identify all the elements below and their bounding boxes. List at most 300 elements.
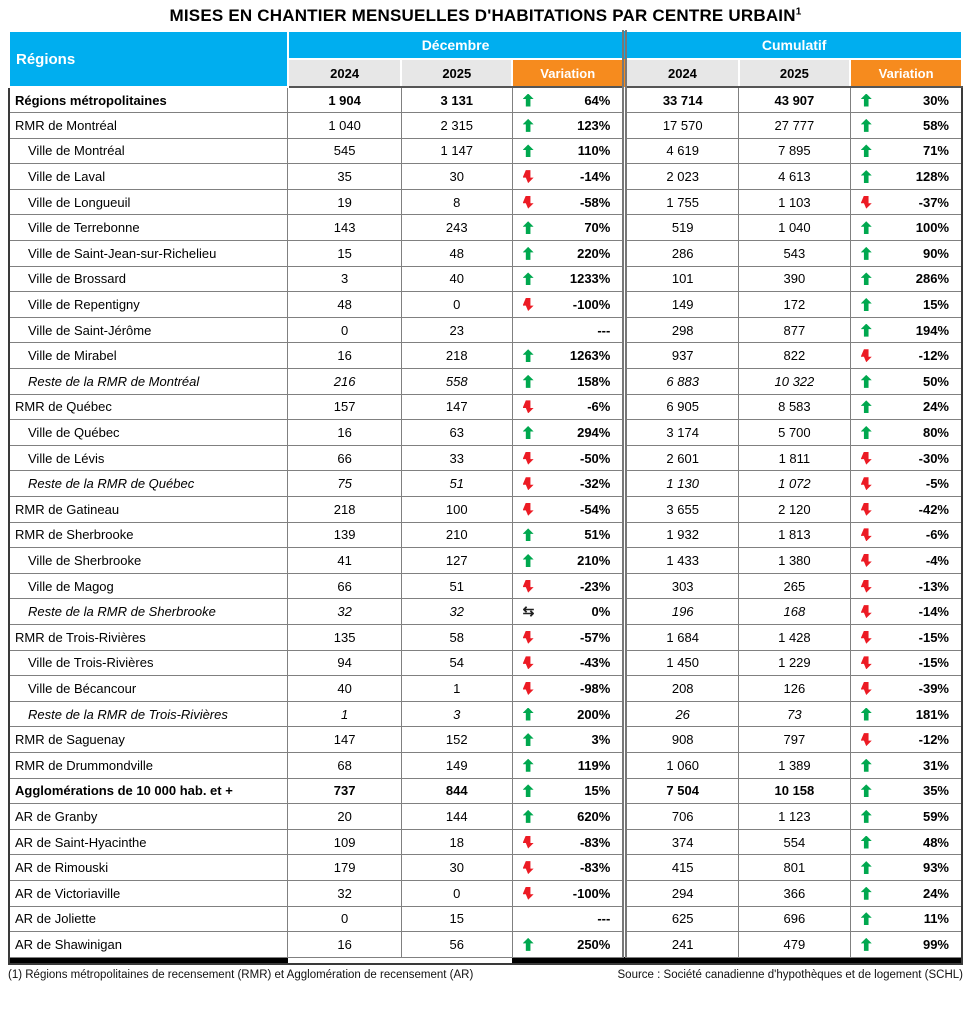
arrow-down-icon <box>523 400 534 413</box>
cum-2025-cell: 696 <box>739 906 851 932</box>
arrow-down-icon <box>523 298 534 311</box>
dec-variation-cell <box>512 932 625 958</box>
dec-variation-cell <box>512 317 625 343</box>
dec-variation-cell <box>512 829 625 855</box>
table-row <box>9 804 962 830</box>
dec-variation-cell <box>512 880 625 906</box>
arrow-down-icon <box>861 503 872 516</box>
arrow-up-icon <box>523 759 534 772</box>
cum-variation-cell <box>850 880 962 906</box>
dec-variation-cell <box>512 164 625 190</box>
dec-2025-cell: 40 <box>401 266 512 292</box>
cum-variation-value: 24% <box>922 399 949 415</box>
cum-variation-cell <box>850 650 962 676</box>
arrow-down-icon <box>523 631 534 644</box>
arrow-up-icon <box>523 426 534 439</box>
arrow-up-icon <box>861 708 872 721</box>
cum-variation-value: 15% <box>922 297 949 313</box>
cum-variation-cell <box>850 548 962 574</box>
cum-2025-cell: 1 428 <box>739 624 851 650</box>
cum-2025-cell: 877 <box>739 317 851 343</box>
cum-variation-header: Variation <box>850 59 962 87</box>
table-row <box>9 548 962 574</box>
cum-2025-cell: 168 <box>739 599 851 625</box>
table-row <box>9 727 962 753</box>
dec-2024-cell: 545 <box>288 138 402 164</box>
region-cell: Régions métropolitaines <box>9 87 288 113</box>
arrow-up-icon <box>861 247 872 260</box>
table-row <box>9 599 962 625</box>
dec-variation-value: -58% <box>579 194 611 210</box>
cum-variation-cell <box>850 855 962 881</box>
cum-2024-cell: 3 655 <box>625 497 739 523</box>
region-cell: AR de Joliette <box>9 906 288 932</box>
cum-2025-cell: 4 613 <box>739 164 851 190</box>
dec-variation-cell <box>512 855 625 881</box>
title-superscript: 1 <box>795 6 802 18</box>
cum-variation-value: 48% <box>922 834 949 850</box>
bottom-bar-segment <box>739 957 851 964</box>
dec-2024-cell: 41 <box>288 548 402 574</box>
cum-2025-cell: 1 040 <box>739 215 851 241</box>
cum-variation-cell <box>850 778 962 804</box>
dec-2025-cell: 243 <box>401 215 512 241</box>
dec-2024-cell: 143 <box>288 215 402 241</box>
dec-variation-cell <box>512 241 625 267</box>
dec-2025-cell: 2 315 <box>401 113 512 139</box>
dec-variation-cell <box>512 215 625 241</box>
dec-2024-cell: 218 <box>288 497 402 523</box>
dec-variation-value: -83% <box>579 834 611 850</box>
cum-2025-cell: 1 380 <box>739 548 851 574</box>
dec-2024-cell: 94 <box>288 650 402 676</box>
dec-variation-value: -100% <box>572 885 611 901</box>
arrow-up-icon <box>523 733 534 746</box>
cum-2025-cell: 1 813 <box>739 522 851 548</box>
dec-2024-cell: 0 <box>288 317 402 343</box>
cum-2025-cell: 7 895 <box>739 138 851 164</box>
dec-2024-cell: 35 <box>288 164 402 190</box>
arrow-down-icon <box>861 580 872 593</box>
page-title <box>0 0 971 26</box>
arrow-down-icon <box>861 349 872 362</box>
cum-variation-value: 30% <box>922 92 949 108</box>
cum-variation-cell <box>850 727 962 753</box>
dec-2025-cell: 218 <box>401 343 512 369</box>
dec-2025-cell: 0 <box>401 880 512 906</box>
arrow-down-icon <box>523 861 534 874</box>
cum-variation-cell <box>850 906 962 932</box>
arrow-up-icon <box>523 247 534 260</box>
arrow-up-icon <box>523 810 534 823</box>
arrow-up-icon <box>861 810 872 823</box>
dec-variation-cell <box>512 292 625 318</box>
dec-2025-cell: 127 <box>401 548 512 574</box>
cum-variation-cell <box>850 701 962 727</box>
region-cell: AR de Shawinigan <box>9 932 288 958</box>
dec-2024-cell: 0 <box>288 906 402 932</box>
dec-2024-cell: 75 <box>288 471 402 497</box>
dec-2024-cell: 16 <box>288 343 402 369</box>
table-bottom-bar <box>9 957 962 964</box>
dec-variation-value: 123% <box>577 117 611 133</box>
cum-variation-cell <box>850 87 962 113</box>
cum-variation-value: 194% <box>915 322 949 338</box>
cum-2024-cell: 2 023 <box>625 164 739 190</box>
region-cell: AR de Rimouski <box>9 855 288 881</box>
cum-variation-cell <box>850 138 962 164</box>
arrow-down-icon <box>861 733 872 746</box>
arrow-down-icon <box>523 887 534 900</box>
dec-variation-value: 0% <box>591 604 611 620</box>
dec-variation-cell <box>512 548 625 574</box>
region-cell: Ville de Sherbrooke <box>9 548 288 574</box>
table-row <box>9 778 962 804</box>
cum-2025-cell: 366 <box>739 880 851 906</box>
cum-2024-cell: 3 174 <box>625 420 739 446</box>
dec-variation-value: 64% <box>584 92 611 108</box>
cum-2024-cell: 1 060 <box>625 752 739 778</box>
cum-variation-value: 71% <box>922 143 949 159</box>
region-cell: Ville de Montréal <box>9 138 288 164</box>
dec-variation-cell <box>512 573 625 599</box>
arrow-down-icon <box>861 605 872 618</box>
december-group-header: Décembre <box>288 31 625 59</box>
arrow-up-icon <box>861 94 872 107</box>
arrow-up-icon <box>861 784 872 797</box>
cum-variation-cell <box>850 241 962 267</box>
cum-variation-cell <box>850 932 962 958</box>
arrow-up-icon <box>523 94 534 107</box>
dec-variation-cell <box>512 650 625 676</box>
region-cell: Ville de Magog <box>9 573 288 599</box>
region-cell: AR de Saint-Hyacinthe <box>9 829 288 855</box>
cum-variation-cell <box>850 164 962 190</box>
table-row <box>9 676 962 702</box>
dec-variation-cell <box>512 701 625 727</box>
dec-variation-value: 200% <box>577 706 611 722</box>
cum-2025-cell: 543 <box>739 241 851 267</box>
dec-variation-cell <box>512 599 625 625</box>
dec-variation-cell <box>512 497 625 523</box>
dec-2024-cell: 1 040 <box>288 113 402 139</box>
dec-2025-cell: 210 <box>401 522 512 548</box>
dec-2024-cell: 32 <box>288 599 402 625</box>
arrow-down-icon <box>523 477 534 490</box>
cum-variation-value: 50% <box>922 373 949 389</box>
dec-variation-value: 1263% <box>569 348 611 364</box>
arrow-up-icon <box>523 784 534 797</box>
table-row <box>9 241 962 267</box>
arrow-down-icon <box>861 452 872 465</box>
cum-variation-value: -15% <box>918 629 949 645</box>
dec-2024-cell: 66 <box>288 573 402 599</box>
dec-variation-cell <box>512 752 625 778</box>
cum-variation-cell <box>850 676 962 702</box>
dec-2025-cell: 152 <box>401 727 512 753</box>
dec-variation-cell <box>512 343 625 369</box>
cum-2025-cell: 5 700 <box>739 420 851 446</box>
region-cell: Ville de Mirabel <box>9 343 288 369</box>
cum-variation-value: -12% <box>918 348 949 364</box>
cum-variation-value: -39% <box>918 680 949 696</box>
dec-2024-cell: 32 <box>288 880 402 906</box>
cum-2024-cell: 6 905 <box>625 394 739 420</box>
region-cell: RMR de Montréal <box>9 113 288 139</box>
bottom-bar-segment <box>288 957 402 964</box>
dec-2025-cell: 54 <box>401 650 512 676</box>
table-row <box>9 880 962 906</box>
cum-2025-header: 2025 <box>739 59 851 87</box>
bottom-bar-segment <box>850 957 962 964</box>
region-cell: Ville de Saint-Jean-sur-Richelieu <box>9 241 288 267</box>
cum-2025-cell: 126 <box>739 676 851 702</box>
dec-variation-value: 3% <box>591 732 611 748</box>
dec-variation-value: 210% <box>577 552 611 568</box>
table-row <box>9 420 962 446</box>
arrow-up-icon <box>523 144 534 157</box>
cum-2025-cell: 390 <box>739 266 851 292</box>
cum-2024-cell: 415 <box>625 855 739 881</box>
cum-2025-cell: 1 811 <box>739 445 851 471</box>
cum-variation-cell <box>850 266 962 292</box>
cum-variation-cell <box>850 497 962 523</box>
cum-2024-cell: 937 <box>625 343 739 369</box>
arrow-up-icon <box>861 938 872 951</box>
cum-2024-cell: 286 <box>625 241 739 267</box>
cum-2024-cell: 1 684 <box>625 624 739 650</box>
dec-2025-cell: 0 <box>401 292 512 318</box>
table-row <box>9 369 962 395</box>
table-row <box>9 215 962 241</box>
region-cell: AR de Victoriaville <box>9 880 288 906</box>
arrow-down-icon <box>861 477 872 490</box>
cum-2024-cell: 294 <box>625 880 739 906</box>
cum-2024-cell: 1 932 <box>625 522 739 548</box>
dec-2025-cell: 63 <box>401 420 512 446</box>
cum-2024-cell: 241 <box>625 932 739 958</box>
dec-2025-cell: 18 <box>401 829 512 855</box>
region-cell: Ville de Longueuil <box>9 189 288 215</box>
dec-variation-cell <box>512 445 625 471</box>
dec-2024-cell: 3 <box>288 266 402 292</box>
cum-variation-value: 128% <box>915 169 949 185</box>
region-cell: AR de Granby <box>9 804 288 830</box>
table-row <box>9 829 962 855</box>
dec-2024-cell: 16 <box>288 932 402 958</box>
cum-variation-cell <box>850 752 962 778</box>
cum-2024-cell: 101 <box>625 266 739 292</box>
cum-variation-cell <box>850 420 962 446</box>
arrow-down-icon <box>861 656 872 669</box>
region-cell: Ville de Lévis <box>9 445 288 471</box>
cum-variation-cell <box>850 394 962 420</box>
dec-2024-cell: 147 <box>288 727 402 753</box>
arrow-up-icon <box>861 887 872 900</box>
table-row <box>9 87 962 113</box>
dec-2024-cell: 1 <box>288 701 402 727</box>
table-row <box>9 164 962 190</box>
dec-variation-value: -6% <box>587 399 611 415</box>
dec-2025-cell: 144 <box>401 804 512 830</box>
arrow-down-icon <box>861 554 872 567</box>
table-row <box>9 624 962 650</box>
arrow-up-icon <box>523 375 534 388</box>
cum-2025-cell: 1 229 <box>739 650 851 676</box>
dec-variation-value: 294% <box>577 425 611 441</box>
region-cell: Ville de Québec <box>9 420 288 446</box>
region-cell: Ville de Terrebonne <box>9 215 288 241</box>
source-note: Source : Société canadienne d'hypothèques et de logement (SCHL) <box>617 969 963 982</box>
region-cell: Ville de Saint-Jérôme <box>9 317 288 343</box>
cum-variation-cell <box>850 113 962 139</box>
dec-variation-header: Variation <box>512 59 625 87</box>
dec-variation-cell <box>512 189 625 215</box>
cum-2024-cell: 4 619 <box>625 138 739 164</box>
dec-2025-cell: 15 <box>401 906 512 932</box>
cum-2025-cell: 479 <box>739 932 851 958</box>
table-row <box>9 855 962 881</box>
cum-2024-cell: 374 <box>625 829 739 855</box>
dec-variation-cell <box>512 471 625 497</box>
dec-variation-value: 220% <box>577 245 611 261</box>
dec-2024-header: 2024 <box>288 59 402 87</box>
dec-2025-cell: 51 <box>401 471 512 497</box>
cum-2024-cell: 7 504 <box>625 778 739 804</box>
arrow-up-icon <box>523 708 534 721</box>
cum-2025-cell: 27 777 <box>739 113 851 139</box>
table-row <box>9 701 962 727</box>
dec-2025-cell: 1 147 <box>401 138 512 164</box>
cum-2024-header: 2024 <box>625 59 739 87</box>
region-cell: Ville de Brossard <box>9 266 288 292</box>
arrow-up-icon <box>861 861 872 874</box>
dec-2025-cell: 558 <box>401 369 512 395</box>
cum-2025-cell: 10 158 <box>739 778 851 804</box>
cum-variation-value: 93% <box>922 860 949 876</box>
cum-variation-cell <box>850 343 962 369</box>
dec-variation-value: -57% <box>579 629 611 645</box>
cum-variation-value: 80% <box>922 425 949 441</box>
cum-variation-cell <box>850 573 962 599</box>
cum-2024-cell: 625 <box>625 906 739 932</box>
cum-2025-cell: 73 <box>739 701 851 727</box>
dec-variation-value: -43% <box>579 655 611 671</box>
arrow-up-icon <box>861 400 872 413</box>
regions-column-header: Régions <box>9 31 288 87</box>
housing-starts-table <box>8 30 963 965</box>
region-cell: Ville de Laval <box>9 164 288 190</box>
arrow-up-icon <box>523 272 534 285</box>
arrow-up-icon <box>523 349 534 362</box>
dec-variation-cell <box>512 676 625 702</box>
cum-2024-cell: 908 <box>625 727 739 753</box>
dec-2025-cell: 58 <box>401 624 512 650</box>
arrow-up-icon <box>861 119 872 132</box>
dec-2025-cell: 30 <box>401 855 512 881</box>
cum-variation-cell <box>850 317 962 343</box>
arrow-down-icon <box>523 682 534 695</box>
dec-2025-cell: 32 <box>401 599 512 625</box>
region-cell: RMR de Saguenay <box>9 727 288 753</box>
region-cell: Reste de la RMR de Montréal <box>9 369 288 395</box>
cum-variation-cell <box>850 445 962 471</box>
cum-variation-value: 181% <box>915 706 949 722</box>
arrow-up-icon <box>861 836 872 849</box>
table-row <box>9 932 962 958</box>
cum-2025-cell: 43 907 <box>739 87 851 113</box>
dec-variation-value: 110% <box>577 143 611 159</box>
dec-2024-cell: 19 <box>288 189 402 215</box>
arrow-down-icon <box>523 452 534 465</box>
arrow-up-icon <box>861 170 872 183</box>
dec-variation-cell <box>512 369 625 395</box>
dec-variation-value: 1233% <box>569 271 611 287</box>
dec-2024-cell: 737 <box>288 778 402 804</box>
cum-2025-cell: 801 <box>739 855 851 881</box>
dec-2025-cell: 23 <box>401 317 512 343</box>
region-cell: RMR de Québec <box>9 394 288 420</box>
table-row <box>9 497 962 523</box>
dec-2024-cell: 40 <box>288 676 402 702</box>
dec-2025-cell: 147 <box>401 394 512 420</box>
dec-2025-cell: 48 <box>401 241 512 267</box>
arrow-down-icon <box>861 528 872 541</box>
arrow-up-icon <box>861 426 872 439</box>
dec-variation-value: 620% <box>577 808 611 824</box>
region-cell: RMR de Gatineau <box>9 497 288 523</box>
arrow-down-icon <box>861 682 872 695</box>
cum-variation-value: -42% <box>918 501 949 517</box>
cum-2024-cell: 1 755 <box>625 189 739 215</box>
cum-variation-value: -6% <box>925 527 949 543</box>
cum-variation-value: -15% <box>918 655 949 671</box>
dec-variation-value: -100% <box>572 297 611 313</box>
cum-variation-value: -4% <box>925 552 949 568</box>
cumulative-group-header: Cumulatif <box>625 31 962 59</box>
cum-variation-cell <box>850 804 962 830</box>
cum-variation-value: 59% <box>922 808 949 824</box>
dec-2025-cell: 33 <box>401 445 512 471</box>
dec-2025-cell: 51 <box>401 573 512 599</box>
cum-variation-value: 58% <box>922 117 949 133</box>
dec-variation-value: 250% <box>577 936 611 952</box>
dec-variation-cell <box>512 266 625 292</box>
arrows-equal-icon: ⇆ <box>522 603 535 620</box>
dec-variation-value: 119% <box>577 757 611 773</box>
cum-2025-cell: 265 <box>739 573 851 599</box>
cum-2024-cell: 519 <box>625 215 739 241</box>
cum-variation-cell <box>850 189 962 215</box>
region-cell: Reste de la RMR de Québec <box>9 471 288 497</box>
cum-variation-value: 24% <box>922 885 949 901</box>
region-cell: Ville de Repentigny <box>9 292 288 318</box>
dec-2025-cell: 844 <box>401 778 512 804</box>
arrow-up-icon <box>861 759 872 772</box>
bottom-bar-segment <box>625 957 739 964</box>
dec-variation-value: -14% <box>579 169 611 185</box>
dec-variation-cell <box>512 87 625 113</box>
region-cell: Reste de la RMR de Trois-Rivières <box>9 701 288 727</box>
arrow-up-icon <box>523 528 534 541</box>
dec-2024-cell: 179 <box>288 855 402 881</box>
arrow-up-icon <box>861 221 872 234</box>
cum-2024-cell: 2 601 <box>625 445 739 471</box>
table-row <box>9 445 962 471</box>
arrow-up-icon <box>861 298 872 311</box>
cum-variation-value: -12% <box>918 732 949 748</box>
dec-variation-value: 51% <box>584 527 611 543</box>
